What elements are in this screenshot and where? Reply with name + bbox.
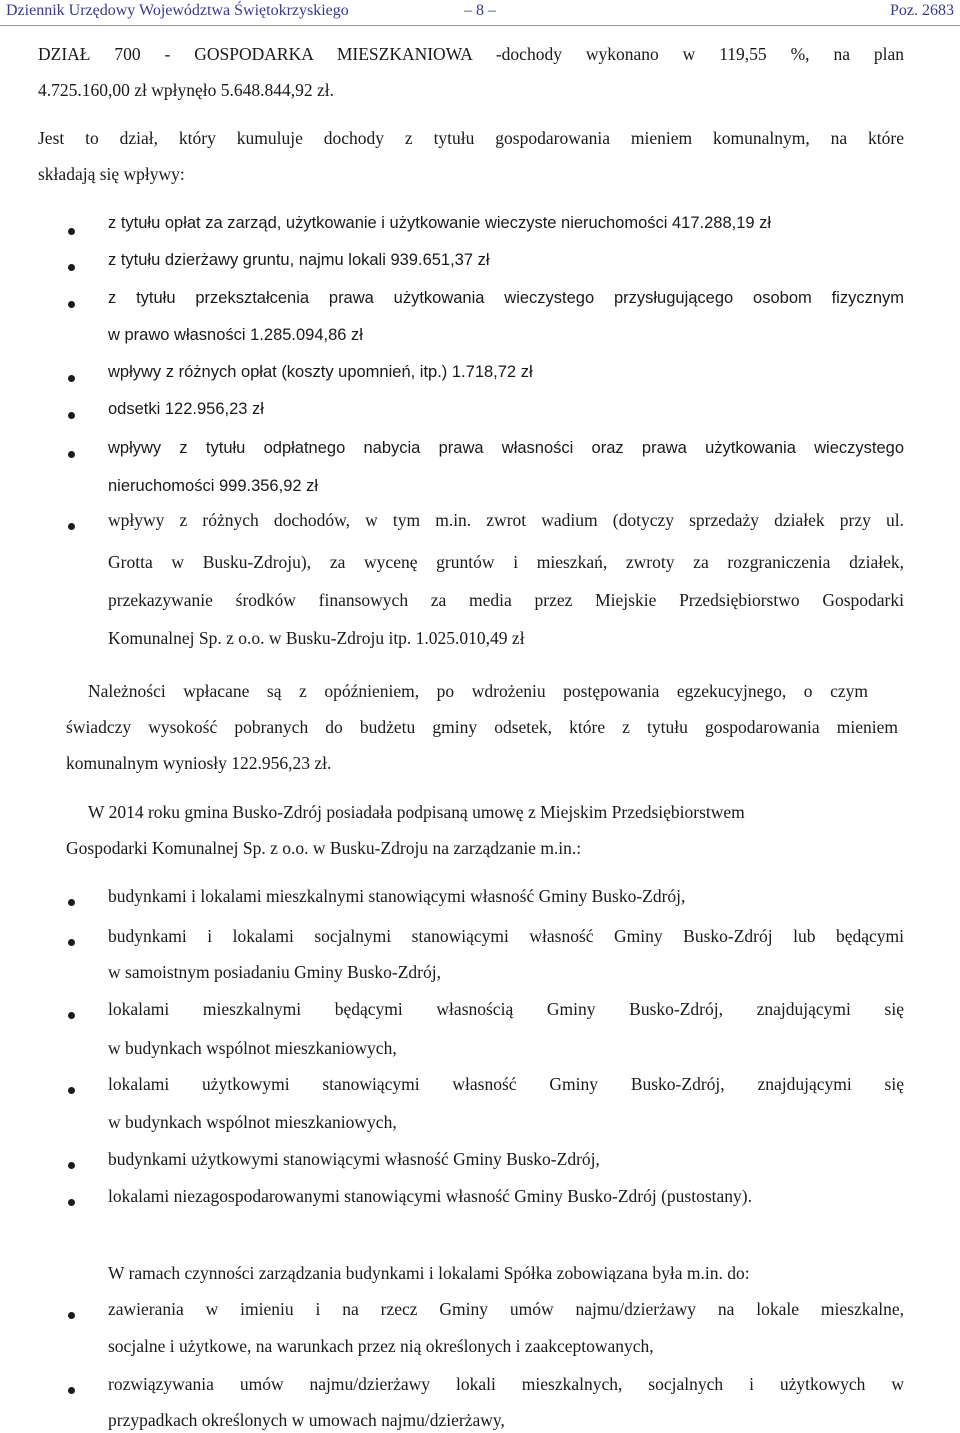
- bullet-icon: [68, 301, 75, 308]
- managed-item-continued: w budynkach wspólnot mieszkaniowych,: [108, 1112, 397, 1132]
- receivables-line-2: świadczy wysokość pobranych do budżetu gminy odsetek, które z tytułu gospodarowania mieniem: [66, 717, 898, 737]
- page-number: – 8 –: [464, 2, 496, 19]
- section-title-line-2: 4.725.160,00 zł wpłynęło 5.648.844,92 zł.: [38, 80, 335, 100]
- page-header: [6, 2, 954, 24]
- bullet-icon: [68, 451, 75, 458]
- position-number: Poz. 2683: [890, 2, 954, 19]
- obligation-item: zawierania w imieniu i na rzecz Gminy umów najmu/dzierżawy na lokale mieszkalne,: [108, 1299, 904, 1319]
- journal-title: Dziennik Urzędowy Województwa Świętokrzyskiego: [6, 2, 349, 19]
- bullet-icon: [68, 228, 75, 235]
- income-item-continued: Komunalnej Sp. z o.o. w Busku-Zdroju itp. 1.025.010,49 zł: [108, 628, 525, 648]
- managed-item: lokalami użytkowymi stanowiącymi własność Gminy Busko-Zdrój, znajdującymi się: [108, 1074, 904, 1094]
- bullet-icon: [68, 264, 75, 271]
- income-item: z tytułu przekształcenia prawa użytkowania wieczystego przysługującego osobom fizycznym: [108, 289, 904, 307]
- bullet-icon: [68, 899, 75, 906]
- bullet-icon: [68, 1312, 75, 1319]
- intro-line-2: składają się wpływy:: [38, 164, 185, 184]
- income-item-continued: Grotta w Busku-Zdroju), za wycenę gruntów i mieszkań, zwroty za rozgraniczenia działek,: [108, 552, 904, 572]
- income-item: z tytułu dzierżawy gruntu, najmu lokali 939.651,37 zł: [108, 251, 490, 269]
- header-divider: [0, 25, 960, 26]
- managed-item: budynkami i lokalami mieszkalnymi stanowiącymi własność Gminy Busko-Zdrój,: [108, 886, 686, 906]
- income-item: wpływy z tytułu odpłatnego nabycia prawa własności oraz prawa użytkowania wieczystego: [108, 439, 904, 457]
- income-item-continued: nieruchomości 999.356,92 zł: [108, 477, 319, 495]
- bullet-icon: [68, 1199, 75, 1206]
- bullet-icon: [68, 375, 75, 382]
- managed-item-continued: w budynkach wspólnot mieszkaniowych,: [108, 1038, 397, 1058]
- obligation-item-continued: przypadkach określonych w umowach najmu/dzierżawy,: [108, 1410, 505, 1430]
- section-title-line-1: DZIAŁ 700 - GOSPODARKA MIESZKANIOWA -dochody wykonano w 119,55 %, na plan: [38, 44, 904, 64]
- intro-line-1: Jest to dział, który kumuluje dochody z tytułu gospodarowania mieniem komunalnym, na które: [38, 128, 904, 148]
- bullet-icon: [68, 1162, 75, 1169]
- obligation-item: rozwiązywania umów najmu/dzierżawy lokali mieszkalnych, socjalnych i użytkowych w: [108, 1374, 904, 1394]
- managed-item: lokalami mieszkalnymi będącymi własnością Gminy Busko-Zdrój, znajdującymi się: [108, 999, 904, 1019]
- bullet-icon: [68, 1012, 75, 1019]
- income-item-continued: przekazywanie środków finansowych za media przez Miejskie Przedsiębiorstwo Gospodarki: [108, 590, 904, 610]
- bullet-icon: [68, 1387, 75, 1394]
- managed-item-continued: w samoistnym posiadaniu Gminy Busko-Zdrój,: [108, 962, 441, 982]
- bullet-icon: [68, 939, 75, 946]
- bullet-icon: [68, 412, 75, 419]
- agreement-line-1: W 2014 roku gmina Busko-Zdrój posiadała podpisaną umowę z Miejskim Przedsiębiorstwem: [88, 802, 745, 822]
- obligations-intro: W ramach czynności zarządzania budynkami i lokalami Spółka zobowiązana była m.in. do:: [108, 1263, 750, 1283]
- obligation-item-continued: socjalne i użytkowe, na warunkach przez nią określonych i zaakceptowanych,: [108, 1336, 654, 1356]
- bullet-icon: [68, 523, 75, 530]
- bullet-icon: [68, 1087, 75, 1094]
- agreement-line-2: Gospodarki Komunalnej Sp. z o.o. w Busku-Zdroju na zarządzanie m.in.:: [66, 838, 582, 858]
- managed-item: budynkami i lokalami socjalnymi stanowiącymi własność Gminy Busko-Zdrój lub będącymi: [108, 926, 904, 946]
- income-item: odsetki 122.956,23 zł: [108, 400, 264, 418]
- income-item: z tytułu opłat za zarząd, użytkowanie i użytkowanie wieczyste nieruchomości 417.288,19 zł: [108, 214, 772, 232]
- managed-item: budynkami użytkowymi stanowiącymi własność Gminy Busko-Zdrój,: [108, 1149, 600, 1169]
- managed-item: lokalami niezagospodarowanymi stanowiącymi własność Gminy Busko-Zdrój (pustostany).: [108, 1186, 752, 1206]
- receivables-line-1: Należności wpłacane są z opóźnieniem, po wdrożeniu postępowania egzekucyjnego, o czym: [88, 681, 868, 701]
- income-item: wpływy z różnych opłat (koszty upomnień, itp.) 1.718,72 zł: [108, 363, 533, 381]
- income-item: wpływy z różnych dochodów, w tym m.in. zwrot wadium (dotyczy sprzedaży działek przy ul.: [108, 510, 904, 530]
- receivables-line-3: komunalnym wyniosły 122.956,23 zł.: [66, 753, 332, 773]
- income-item-continued: w prawo własności 1.285.094,86 zł: [108, 326, 363, 344]
